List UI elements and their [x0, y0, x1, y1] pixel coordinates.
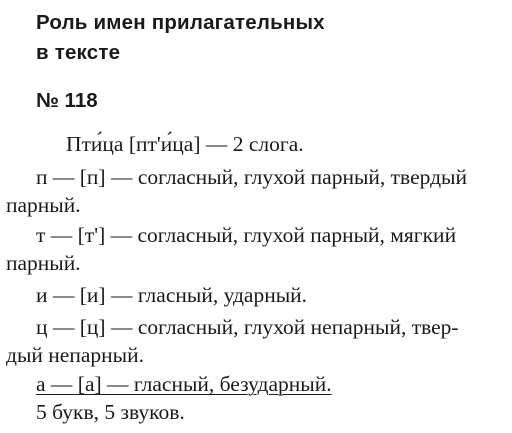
- exercise-number: № 118: [36, 89, 98, 112]
- analysis-summary: 5 букв, 5 звуков.: [36, 400, 185, 424]
- analysis-line-p: п — [п] — согласный, глухой парный, твердый: [36, 165, 467, 189]
- analysis-line-i: и — [и] — гласный, ударный.: [36, 283, 308, 307]
- analysis-line-t: т — [т'] — согласный, глухой парный, мягкий: [36, 223, 457, 247]
- analysis-line-a: а — [а] — гласный, безударный.: [36, 372, 332, 396]
- heading-line-1: Роль имен прилагательных: [36, 11, 325, 34]
- analysis-line-t-continued: парный.: [6, 251, 81, 275]
- analysis-line-ts: ц — [ц] — согласный, глухой непарный, твер-: [36, 315, 459, 339]
- analysis-intro: Пти́ца [пт'и́ца] — 2 слога.: [66, 132, 304, 156]
- analysis-line-p-continued: парный.: [6, 193, 81, 217]
- heading-line-2: в тексте: [36, 41, 121, 64]
- section-heading: [36, 8, 325, 68]
- analysis-line-ts-continued: дый непарный.: [6, 343, 144, 367]
